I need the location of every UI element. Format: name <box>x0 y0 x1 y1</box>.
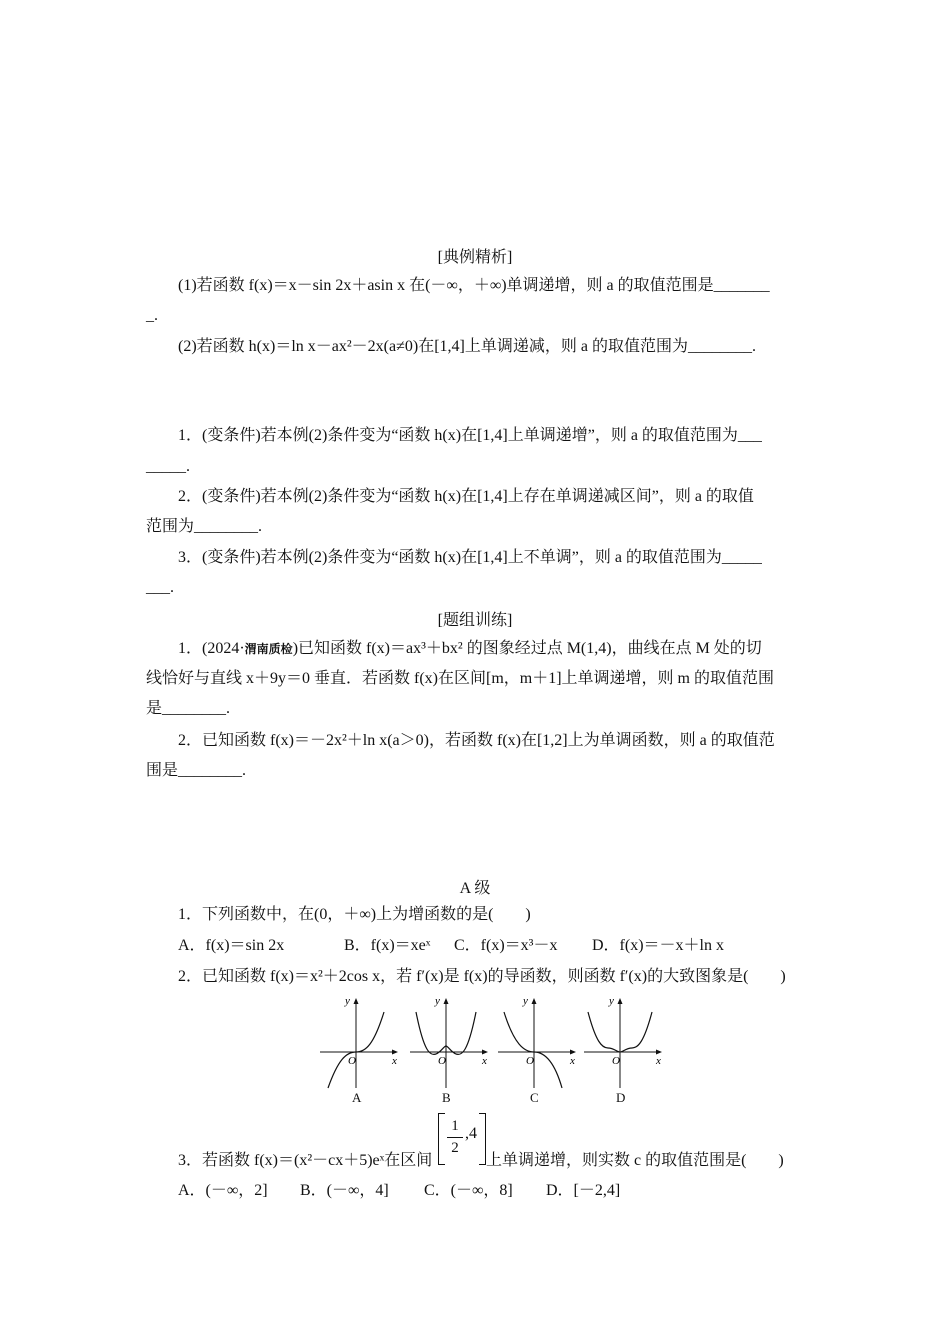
graph-d-label: D <box>616 1090 626 1105</box>
training-q2-line-2: 围是________. <box>146 762 247 779</box>
variant-3-line-1: 3．(变条件)若本例(2)条件变为“函数 h(x)在[1,4]上不单调”，则 a 的取值范围为_____ <box>178 549 762 566</box>
level-a-q2-stem: 2．已知函数 f(x)＝x²＋2cos x，若 f′(x)是 f(x)的导函数，则函数 f′(x)的大致图象是( ) <box>178 968 786 985</box>
graph-c-y-label: y <box>523 995 528 1007</box>
graph-c-plot <box>496 992 580 1090</box>
training-q1-source: 渭南质检 <box>244 642 293 656</box>
graph-c-origin: O <box>526 1055 534 1067</box>
section-heading-training: [题组训练] <box>437 612 513 629</box>
graph-a-x-label: x <box>392 1055 397 1067</box>
graph-b-origin: O <box>438 1055 446 1067</box>
level-a-q1-option-d: D．f(x)＝－x＋ln x <box>592 937 724 954</box>
variant-1-line-2: _____. <box>146 458 190 475</box>
graph-d-x-arrow <box>656 1050 662 1055</box>
variant-3-line-2: ___. <box>146 579 174 596</box>
variant-1-line-1: 1．(变条件)若本例(2)条件变为“函数 h(x)在[1,4]上单调递增”，则 a 的取值范围为___ <box>178 427 762 444</box>
graph-d <box>582 992 666 1108</box>
example-problem-2: (2)若函数 h(x)＝ln x－ax²－2x(a≠0)在[1,4]上单调递减，则 a 的取值范围为________. <box>178 338 756 355</box>
graph-a-label: A <box>352 1090 362 1105</box>
graph-b-label: B <box>442 1090 451 1105</box>
level-a-q3-option-d: D．[－2,4] <box>546 1182 621 1199</box>
graph-a-plot <box>318 992 402 1090</box>
training-q1-prefix: 1．(2024· <box>178 640 245 657</box>
training-q1-line-3: 是________. <box>146 700 231 717</box>
level-a-q3-stem-after: 上单调递增，则实数 c 的取值范围是( ) <box>486 1152 784 1169</box>
section-heading-example: [典例精析] <box>437 249 513 266</box>
level-a-q3-interval <box>438 1113 486 1167</box>
interval-right-bound: ,4 <box>465 1125 477 1142</box>
graph-b-plot <box>408 992 492 1090</box>
graph-c-x-arrow <box>570 1050 576 1055</box>
fraction-numerator: 1 <box>451 1118 459 1134</box>
graph-d-y-label: y <box>609 995 614 1007</box>
graph-c-y-arrow <box>532 998 537 1004</box>
graph-c <box>496 992 580 1108</box>
graph-b-y-arrow <box>444 998 449 1004</box>
graph-c-label: C <box>530 1090 539 1105</box>
variant-2-line-1: 2．(变条件)若本例(2)条件变为“函数 h(x)在[1,4]上存在单调递减区间”，则 a 的取值 <box>178 488 754 505</box>
graph-d-x-label: x <box>656 1055 661 1067</box>
level-a-q1-option-b: B．f(x)＝xeˣ <box>344 937 431 954</box>
graph-a-y-label: y <box>345 995 350 1007</box>
example-problem-1-line-2: _. <box>146 307 158 324</box>
interval-left-bracket <box>438 1113 445 1165</box>
graph-b-x-label: x <box>482 1055 487 1067</box>
graph-a-y-arrow <box>354 998 359 1004</box>
level-a-q3-option-b: B．(－∞，4] <box>300 1182 389 1199</box>
training-q1-line-2: 线恰好与直线 x＋9y＝0 垂直．若函数 f(x)在区间[m，m＋1]上单调递增，则 m 的取值范围 <box>146 670 774 687</box>
interval-right-bracket <box>479 1113 486 1165</box>
training-q1-line-1 <box>178 638 762 660</box>
graph-b-y-label: y <box>435 995 440 1007</box>
fraction-bar <box>447 1137 463 1138</box>
level-a-q1-stem: 1．下列函数中，在(0，＋∞)上为增函数的是( ) <box>178 906 531 923</box>
level-a-q1-option-c: C．f(x)＝x³－x <box>454 937 558 954</box>
graph-a-x-arrow <box>392 1050 398 1055</box>
section-heading-level-a: A 级 <box>459 880 491 897</box>
training-q1-rest: )已知函数 f(x)＝ax³＋bx² 的图象经过点 M(1,4)，曲线在点 M 处的切 <box>292 640 762 657</box>
graph-d-plot <box>582 992 666 1090</box>
graph-b <box>408 992 492 1108</box>
level-a-q3-stem-before: 3．若函数 f(x)＝(x²－cx＋5)eˣ在区间 <box>178 1152 433 1169</box>
graph-d-y-arrow <box>618 998 623 1004</box>
graph-b-x-arrow <box>482 1050 488 1055</box>
fraction-denominator: 2 <box>451 1140 459 1156</box>
interval-fraction <box>447 1117 463 1158</box>
variant-2-line-2: 范围为________. <box>146 518 263 535</box>
graph-d-origin: O <box>612 1055 620 1067</box>
derivative-graph-options <box>318 992 668 1108</box>
level-a-q3-option-a: A．(－∞，2] <box>178 1182 268 1199</box>
graph-a <box>318 992 402 1108</box>
training-q2-line-1: 2．已知函数 f(x)＝－2x²＋ln x(a＞0)，若函数 f(x)在[1,2]上为单调函数，则 a 的取值范 <box>178 732 775 749</box>
graph-c-curve <box>504 1012 562 1088</box>
example-problem-1-line-1: (1)若函数 f(x)＝x－sin 2x＋asin x 在(－∞，＋∞)单调递增，则 a 的取值范围是_______ <box>178 277 770 294</box>
graph-a-origin: O <box>348 1055 356 1067</box>
level-a-q1-option-a: A．f(x)＝sin 2x <box>178 937 285 954</box>
graph-c-x-label: x <box>570 1055 575 1067</box>
level-a-q3-option-c: C．(－∞，8] <box>424 1182 513 1199</box>
